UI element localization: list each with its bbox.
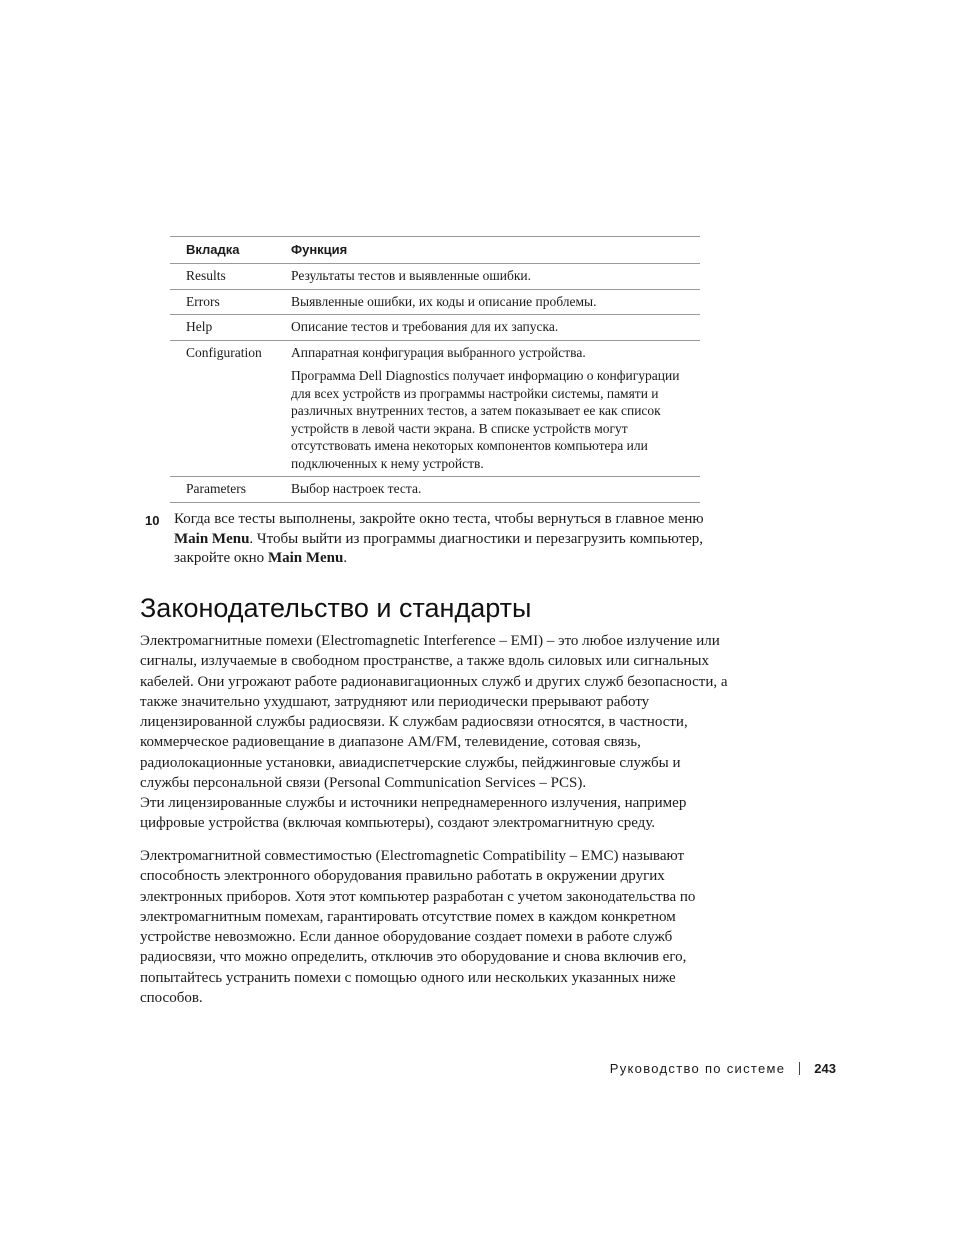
row-description: [291, 340, 700, 477]
step-text-part: .: [343, 550, 348, 566]
row-description: Выбор настроек теста.: [291, 477, 700, 503]
row-tab-name: Help: [170, 315, 291, 341]
licensed-services-paragraph: Эти лицензированные службы и источники непреднамеренного излучения, например цифровые устройства (включая компьютеры), создают электромагнитную среду.: [140, 795, 687, 832]
row-tab-name: Configuration: [170, 340, 291, 477]
emc-paragraph: Электромагнитной совместимостью (Electromagnetic Compatibility – EMC) называют способность электронного оборудования правильно работать в окружении других электронных приборов. Хотя этот компьютер разработан с учетом законодательства по электромагнитным помехам, гарантировать отсутствие помех в каждом конкретном устройстве невозможно. Если данное оборудование создает помехи в работе служб радиосвязи, что можно определить, отключив это оборудование и снова включив его, попытайтесь устранить помехи с помощью одного или нескольких указанных ниже способов.: [140, 848, 696, 1007]
table-header-row: [170, 237, 700, 264]
header-function: Функция: [291, 237, 700, 264]
diagnostics-tabs-table: [170, 236, 700, 503]
row-description: Выявленные ошибки, их коды и описание проблемы.: [291, 289, 700, 315]
configuration-summary: Аппаратная конфигурация выбранного устройства.: [291, 344, 586, 360]
header-tab: Вкладка: [170, 237, 291, 264]
step-text: [174, 510, 735, 569]
footer-divider: [799, 1062, 800, 1075]
page-number: 243: [814, 1061, 836, 1076]
main-menu-term: Main Menu: [267, 550, 344, 566]
row-description: Результаты тестов и выявленные ошибки.: [291, 264, 700, 290]
table-row: [170, 477, 700, 503]
table-row: [170, 264, 700, 290]
row-tab-name: Results: [170, 264, 291, 290]
main-menu-term: Main Menu: [174, 530, 250, 547]
configuration-details: Программа Dell Diagnostics получает информацию о конфигурации для всех устройств из программы настройки системы, памяти и различных внутренних тестов, а затем показывает ее как список устройств в левой части экрана. В списке устройств могут отсутствовать имена некоторых компонентов компьютера или подключенных к нему устройств.: [291, 368, 680, 471]
emi-paragraph: Электромагнитные помехи (Electromagnetic Interference – EMI) – это любое излучение или сигналы, излучаемые в свободном пространстве, а также вдоль силовых или сигнальных кабелей. Они угрожают работе радионавигационных служб и других служб безопасности, а также значительно ухудшают, затрудняют или периодически прерывают работу лицензированной службы радиосвязи. К службам радиосвязи относятся, в частности, коммерческое радиовещание в диапазоне AM/FM, телевидение, сотовая связь, радиолокационные установки, авиадиспетчерские службы, пейджинговые службы и службы персональной связи (Personal Communication Services – PCS).: [140, 633, 728, 792]
table-row: [170, 315, 700, 341]
step-10: [145, 510, 735, 569]
row-tab-name: Errors: [170, 289, 291, 315]
row-tab-name: Parameters: [170, 477, 291, 503]
table-row: [170, 340, 700, 477]
table-row: [170, 289, 700, 315]
page-footer: [610, 1061, 836, 1076]
row-description: Описание тестов и требования для их запуска.: [291, 315, 700, 341]
step-text-part: Когда все тесты выполнены, закройте окно теста, чтобы вернуться в главное меню: [174, 511, 704, 527]
step-number: 10: [145, 513, 160, 528]
footer-title: Руководство по системе: [609, 1061, 786, 1076]
step-text-part: . Чтобы выйти из программы диагностики и перезагрузить компьютер, закройте окно: [174, 530, 704, 566]
section-heading: Законодательство и стандарты: [140, 593, 532, 623]
